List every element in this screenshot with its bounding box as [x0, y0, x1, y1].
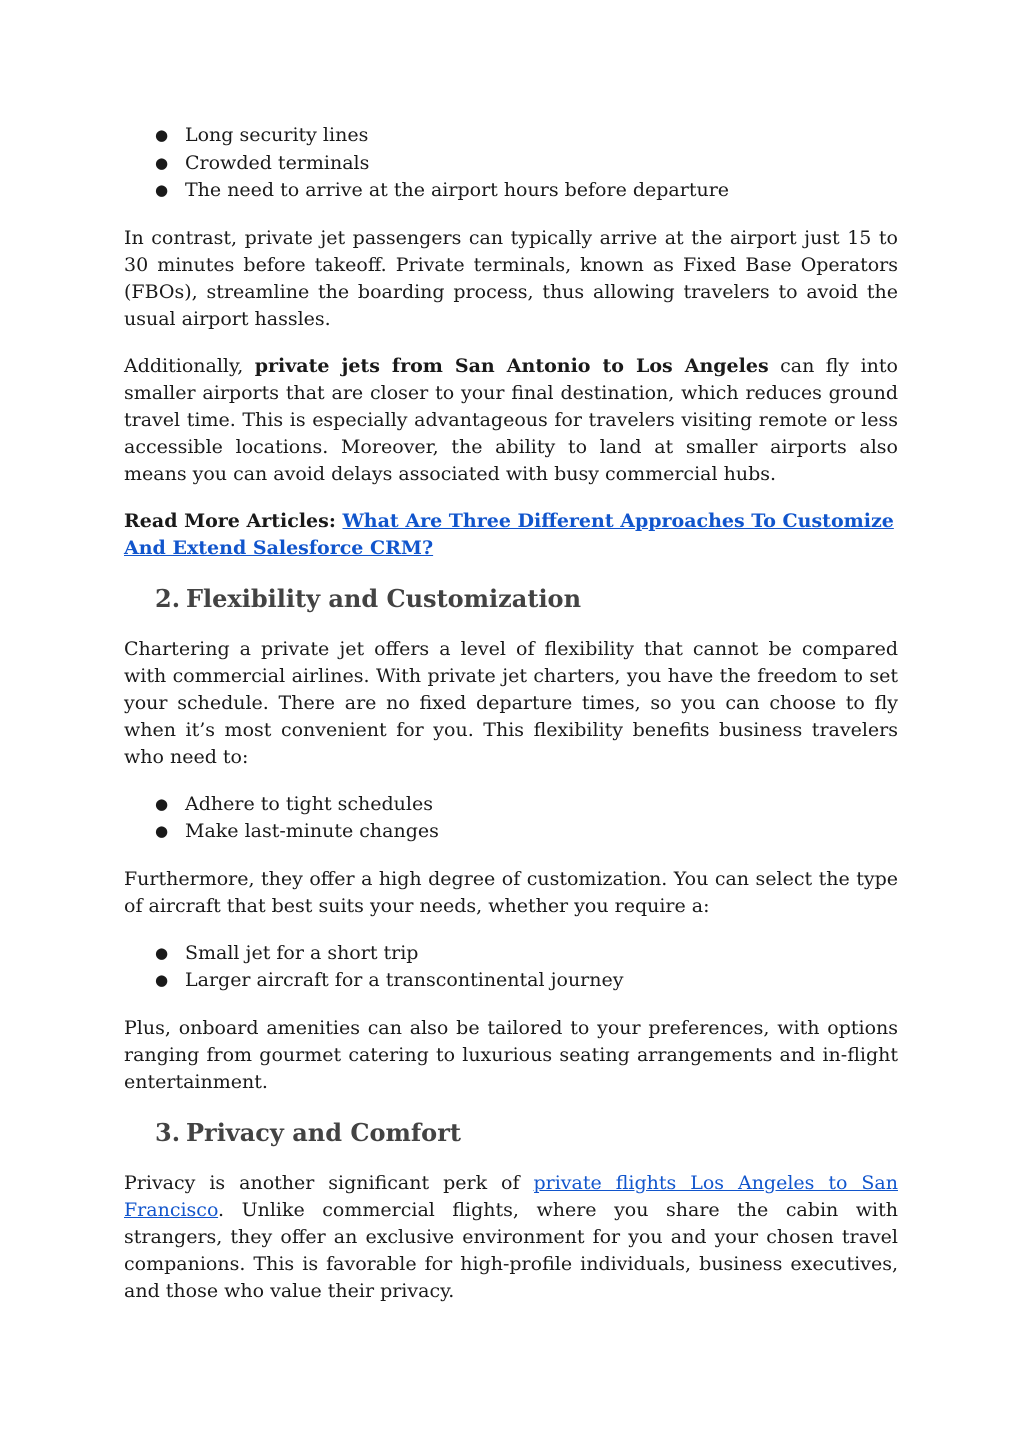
list-item: ● Adhere to tight schedules [124, 791, 898, 819]
read-more-link[interactable]: What Are Three Different Approaches To Customize And Extend Salesforce CRM? [124, 509, 894, 559]
list-item: ● Small jet for a short trip [124, 940, 898, 968]
document-page [124, 122, 898, 1305]
read-more-label: Read More Articles: [124, 509, 343, 532]
paragraph-additionally: Additionally, private jets from San Antonio to Los Angeles can fly into smaller airports that are closer to your final destination, which reduces ground travel time. This is especially advantageous for travelers visiting remote or less accessible locations. Moreover, the ability to land at smaller airports also means you can avoid delays associated with busy commercial hubs. [124, 354, 898, 485]
section-heading-privacy: 3. Privacy and Comfort [155, 1117, 461, 1147]
bullet-list-business-needs [124, 791, 898, 846]
bullet-icon: ● [155, 126, 169, 144]
list-item: ● Make last-minute changes [124, 818, 898, 846]
bullet-icon: ● [155, 794, 169, 813]
paragraph-amenities: Plus, onboard amenities can also be tailored to your preferences, with options ranging from gourmet catering to luxurious seating arrangements and in-flight entertainment. [124, 1016, 898, 1093]
paragraph-customization: Furthermore, they offer a high degree of customization. You can select the type of aircraft that best suits your needs, whether you require a: [124, 867, 898, 917]
paragraph-flexibility: Chartering a private jet offers a level of flexibility that cannot be compared with commercial airlines. With private jet charters, you have the freedom to set your schedule. There are no fixed departure times, so you can choose to fly when it’s most convenient for you. This flexibility benefits business travelers who need to: [124, 637, 898, 768]
bullet-icon: ● [155, 971, 169, 989]
bullet-icon: ● [155, 153, 169, 172]
paragraph-contrast: In contrast, private jet passengers can typically arrive at the airport just 15 to 30 minutes before takeoff. Private terminals, known as Fixed Base Operators (FBOs), streamline the boarding process, thus allowing travelers to avoid the usual airport hassles. [124, 226, 898, 330]
read-more [124, 508, 898, 562]
privacy-link[interactable]: private flights Los Angeles to San Francisco [124, 1171, 898, 1221]
bullet-icon: ● [155, 822, 169, 840]
bold-phrase: private jets from San Antonio to Los Angeles [254, 354, 769, 377]
bullet-list-aircraft-types [124, 940, 898, 995]
paragraph-privacy: Privacy is another significant perk of private flights Los Angeles to San Francisco. Unlike commercial flights, where you share the cabin with strangers, they offer an exclusive environment for you and your chosen travel companions. This is favorable for high-profile individuals, business executives, and those who value their privacy. [124, 1171, 898, 1302]
section-heading-flexibility: 2. Flexibility and Customization [155, 583, 582, 613]
list-item: ● Larger aircraft for a transcontinental journey [124, 967, 898, 995]
bullet-icon: ● [155, 943, 169, 962]
list-item: ● Long security lines [124, 122, 898, 150]
bullet-icon: ● [155, 181, 169, 199]
bullet-list-airport-hassles [124, 122, 898, 205]
list-item: ● The need to arrive at the airport hours before departure [124, 177, 898, 205]
list-item: ● Crowded terminals [124, 150, 898, 178]
